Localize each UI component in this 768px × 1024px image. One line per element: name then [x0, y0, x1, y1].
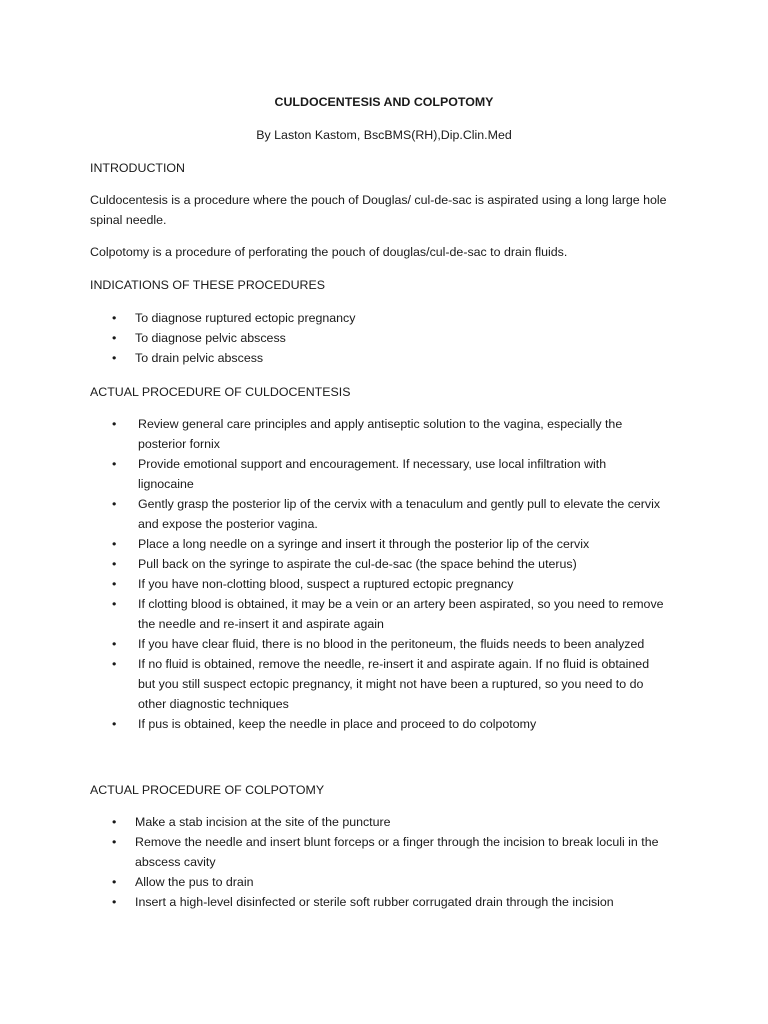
- indications-list: [112, 308, 356, 368]
- bullet-icon: •: [112, 717, 117, 731]
- intro-paragraph-1-line-2: spinal needle.: [90, 213, 167, 227]
- bullet-icon: •: [112, 417, 117, 431]
- intro-paragraph-2: Colpotomy is a procedure of perforating the pouch of douglas/cul-de-sac to drain fluids.: [90, 245, 568, 259]
- list-item: [112, 832, 659, 872]
- list-item-text: To diagnose ruptured ectopic pregnancy: [135, 311, 356, 325]
- culdocentesis-heading: ACTUAL PROCEDURE OF CULDOCENTESIS: [90, 385, 351, 399]
- list-item: [112, 534, 664, 554]
- bullet-icon: •: [112, 497, 117, 511]
- list-item: [112, 812, 658, 832]
- list-item: [112, 414, 664, 454]
- list-item-text: Place a long needle on a syringe and insert it through the posterior lip of the cervix: [138, 537, 590, 551]
- list-item-text: Make a stab incision at the site of the puncture: [135, 815, 391, 829]
- list-item: [112, 872, 658, 892]
- indications-heading: INDICATIONS OF THESE PROCEDURES: [90, 278, 325, 292]
- list-item: [112, 892, 658, 912]
- list-item-text: If no fluid is obtained, remove the needle, re-insert it and aspirate again. If no fluid is obtained: [138, 657, 650, 671]
- list-item: [112, 594, 664, 634]
- list-item-text: posterior fornix: [138, 437, 220, 451]
- bullet-icon: •: [112, 637, 117, 651]
- list-item: [112, 574, 664, 594]
- list-item: [112, 308, 356, 328]
- document-author: By Laston Kastom, BscBMS(RH),Dip.Clin.Med: [256, 128, 512, 142]
- bullet-icon: •: [112, 875, 117, 889]
- list-item: [112, 554, 664, 574]
- list-item-text: lignocaine: [138, 477, 194, 491]
- bullet-icon: •: [112, 815, 117, 829]
- list-item-text: If you have non-clotting blood, suspect a ruptured ectopic pregnancy: [138, 577, 514, 591]
- list-item-text: If clotting blood is obtained, it may be a vein or an artery been aspirated, so you need to remove: [138, 597, 664, 611]
- intro-paragraph-1-line-1: Culdocentesis is a procedure where the pouch of Douglas/ cul-de-sac is aspirated using a long large hole: [90, 193, 667, 207]
- list-item-text: Gently grasp the posterior lip of the cervix with a tenaculum and gently pull to elevate the cervix: [138, 497, 661, 511]
- bullet-icon: •: [112, 311, 117, 325]
- list-item-text: and expose the posterior vagina.: [138, 517, 318, 531]
- document-title: CULDOCENTESIS AND COLPOTOMY: [274, 95, 494, 109]
- list-item: [112, 494, 664, 534]
- list-item-text: Remove the needle and insert blunt forceps or a finger through the incision to break loculi in the: [135, 835, 659, 849]
- bullet-icon: •: [112, 457, 117, 471]
- bullet-icon: •: [112, 657, 117, 671]
- bullet-icon: •: [112, 895, 117, 909]
- list-item-text: Insert a high-level disinfected or sterile soft rubber corrugated drain through the incision: [135, 895, 614, 909]
- bullet-icon: •: [112, 537, 117, 551]
- list-item: [112, 634, 664, 654]
- list-item-text: To drain pelvic abscess: [135, 351, 264, 365]
- colpotomy-heading: ACTUAL PROCEDURE OF COLPOTOMY: [90, 783, 325, 797]
- bullet-icon: •: [112, 835, 117, 849]
- bullet-icon: •: [112, 351, 117, 365]
- list-item: [112, 654, 664, 714]
- list-item-text: If you have clear fluid, there is no blood in the peritoneum, the fluids needs to been analyzed: [138, 637, 645, 651]
- list-item-text: other diagnostic techniques: [138, 697, 289, 711]
- list-item-text: Provide emotional support and encouragement. If necessary, use local infiltration with: [138, 457, 607, 471]
- colpotomy-steps-list: [112, 812, 659, 912]
- list-item-text: the needle and re-insert it and aspirate again: [138, 617, 384, 631]
- list-item-text: Allow the pus to drain: [135, 875, 254, 889]
- introduction-heading: INTRODUCTION: [90, 161, 185, 175]
- list-item-text: Review general care principles and apply antiseptic solution to the vagina, especially the: [138, 417, 623, 431]
- list-item: [112, 348, 355, 368]
- bullet-icon: •: [112, 557, 117, 571]
- list-item: [112, 714, 664, 734]
- list-item: [112, 328, 355, 348]
- list-item-text: but you still suspect ectopic pregnancy, it might not have been a ruptured, so you need to do: [138, 677, 644, 691]
- list-item-text: To diagnose pelvic abscess: [135, 331, 286, 345]
- list-item-text: Pull back on the syringe to aspirate the cul-de-sac (the space behind the uterus): [138, 557, 577, 571]
- bullet-icon: •: [112, 577, 117, 591]
- bullet-icon: •: [112, 331, 117, 345]
- list-item: [112, 454, 664, 494]
- list-item-text: abscess cavity: [135, 855, 216, 869]
- bullet-icon: •: [112, 597, 117, 611]
- list-item-text: If pus is obtained, keep the needle in place and proceed to do colpotomy: [138, 717, 537, 731]
- culdocentesis-steps-list: [112, 414, 664, 734]
